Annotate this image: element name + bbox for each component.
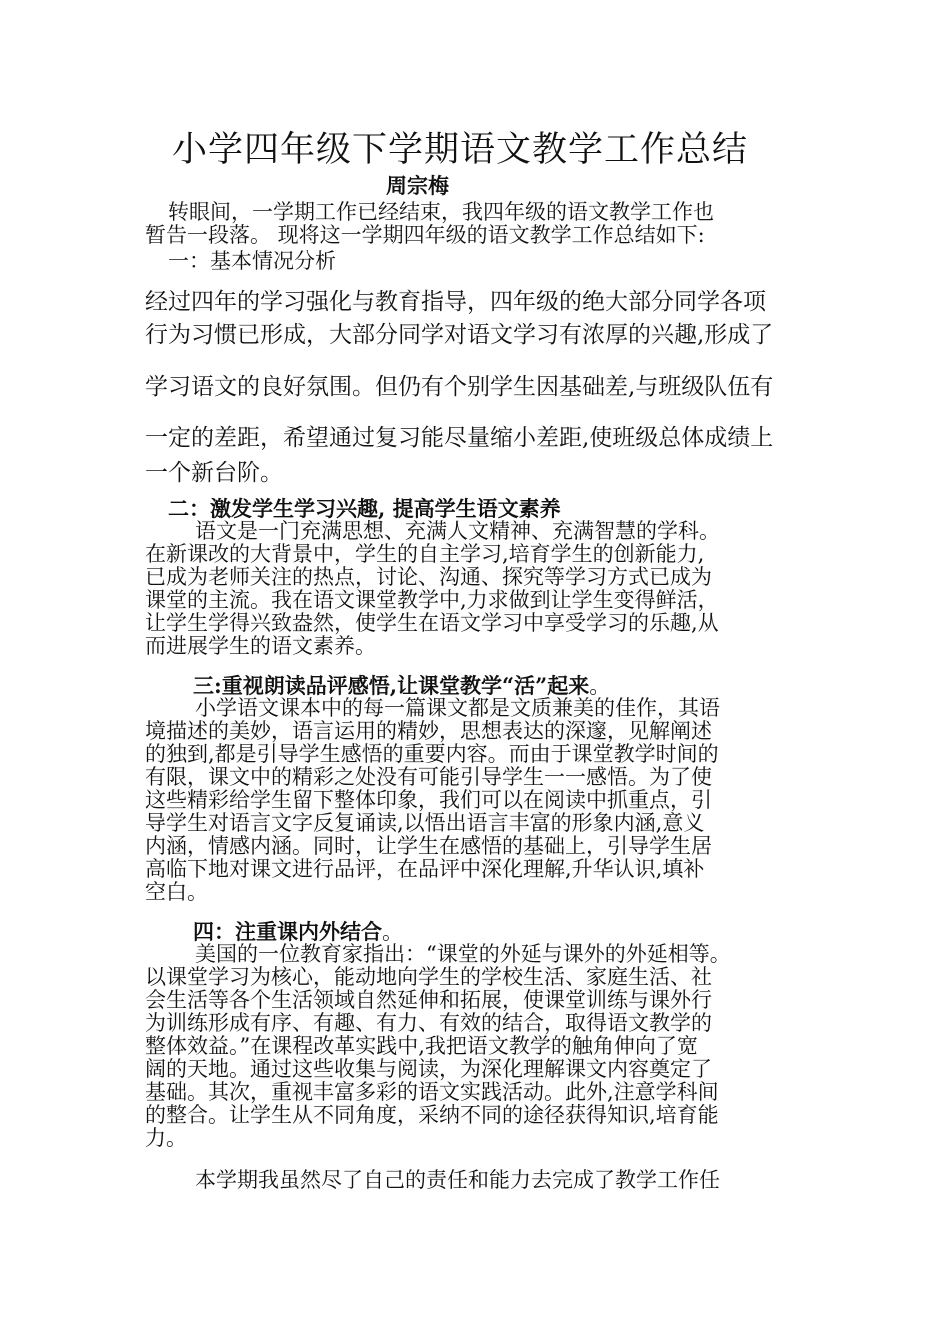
- section3-heading: 三:重视朗读品评感悟,让课堂教学“活”起来: [193, 673, 590, 698]
- section2-line-4: 课堂的主流。我在语文课堂教学中,力求做到让学生变得鲜活，: [145, 588, 719, 612]
- section4-line-3: 会生活等各个生活领域自然延伸和拓展，使课堂训练与课外行: [145, 988, 712, 1012]
- section2-heading: 二：激发学生学习兴趣, 提高学生语文素养: [168, 496, 561, 521]
- section2-body: [145, 520, 825, 658]
- section4-line-2: 以课堂学习为核心，能动地向学生的学校生活、家庭生活、社: [145, 965, 712, 989]
- section1-line-3: 学习语文的良好氛围。但仍有个别学生因基础差,与班级队伍有: [145, 374, 774, 400]
- section2-line-6: 而进展学生的语文素养。: [145, 634, 376, 658]
- intro-line-2: 暂告一段落。 现将这一学期四年级的语文教学工作总结如下:: [145, 223, 705, 247]
- section2-line-1: 语文是一门充满思想、充满人文精神、充满智慧的学科。: [195, 519, 720, 543]
- section3-heading-row: [193, 674, 610, 698]
- section4-body: [145, 943, 825, 1150]
- section1-line-5: 一个新台阶。: [145, 460, 283, 486]
- section3-heading-tail: 。: [589, 674, 611, 698]
- section3-line-3: 的独到,都是引导学生感悟的重要内容。而由于课堂教学时间的: [145, 742, 719, 766]
- section4-heading: 四：注重课内外结合: [193, 919, 382, 944]
- section2-line-2: 在新课改的大背景中，学生的自主学习,培育学生的创新能力,: [145, 542, 705, 566]
- section3-line-8: 高临下地对课文进行品评，在品评中深化理解,升华认识,填补: [145, 857, 705, 881]
- section4-line-6: 阔的天地。通过这些收集与阅读，为深化理解课文内容奠定了: [145, 1057, 712, 1081]
- section1-line-4: 一定的差距，希望通过复习能尽量缩小差距,使班级总体成绩上: [145, 425, 774, 451]
- section1-heading: 一：基本情况分析: [168, 249, 336, 273]
- section4-line-1: 美国的一位教育家指出：“课堂的外延与课外的外延相等。: [195, 942, 731, 966]
- document-title: 小学四年级下学期语文教学工作总结: [171, 130, 748, 170]
- closing-line: 本学期我虽然尽了自己的责任和能力去完成了教学工作任: [195, 1168, 720, 1192]
- section2-line-3: 已成为老师关注的热点，讨论、沟通、探究等学习方式已成为: [145, 565, 712, 589]
- section4-line-5: 整体效益。”在课程改革实践中,我把语文教学的触角伸向了宽: [145, 1034, 698, 1058]
- section3-line-9: 空白。: [145, 880, 208, 904]
- section3-line-7: 内涵，情感内涵。同时，让学生在感悟的基础上，引导学生居: [145, 834, 712, 858]
- section4-heading-row: [193, 920, 403, 944]
- section4-line-4: 为训练形成有序、有趣、有力、有效的结合，取得语文教学的: [145, 1011, 712, 1035]
- section1-line-2: 行为习惯已形成，大部分同学对语文学习有浓厚的兴趣,形成了: [145, 322, 774, 348]
- section4-line-8: 的整合。让学生从不同角度，采纳不同的途径获得知识,培育能: [145, 1103, 719, 1127]
- section4-line-9: 力。: [145, 1126, 187, 1150]
- section4-heading-tail: 。: [382, 920, 403, 944]
- section3-line-2: 境描述的美妙，语言运用的精妙，思想表达的深邃，见解阐述: [145, 719, 712, 743]
- section3-line-5: 这些精彩给学生留下整体印象，我们可以在阅读中抓重点，引: [145, 788, 712, 812]
- section4-line-7: 基础。其次，重视丰富多彩的语文实践活动。此外,注意学科间: [145, 1080, 719, 1104]
- intro-line-1: 转眼间，一学期工作已经结束，我四年级的语文教学工作也: [168, 200, 714, 224]
- section3-line-1: 小学语文课本中的每一篇课文都是文质兼美的佳作，其语: [195, 696, 720, 720]
- section1-line-1: 经过四年的学习强化与教育指导，四年级的绝大部分同学各项: [145, 289, 766, 315]
- author-name: 周宗梅: [386, 173, 449, 198]
- section3-line-6: 导学生对语言文字反复诵读,以悟出语言丰富的形象内涵,意义: [145, 811, 705, 835]
- section2-line-5: 让学生学得兴致盎然，使学生在语文学习中享受学习的乐趣,从: [145, 611, 719, 635]
- section3-body: [145, 697, 825, 904]
- section3-line-4: 有限，课文中的精彩之处没有可能引导学生一一感悟。为了使: [145, 765, 712, 789]
